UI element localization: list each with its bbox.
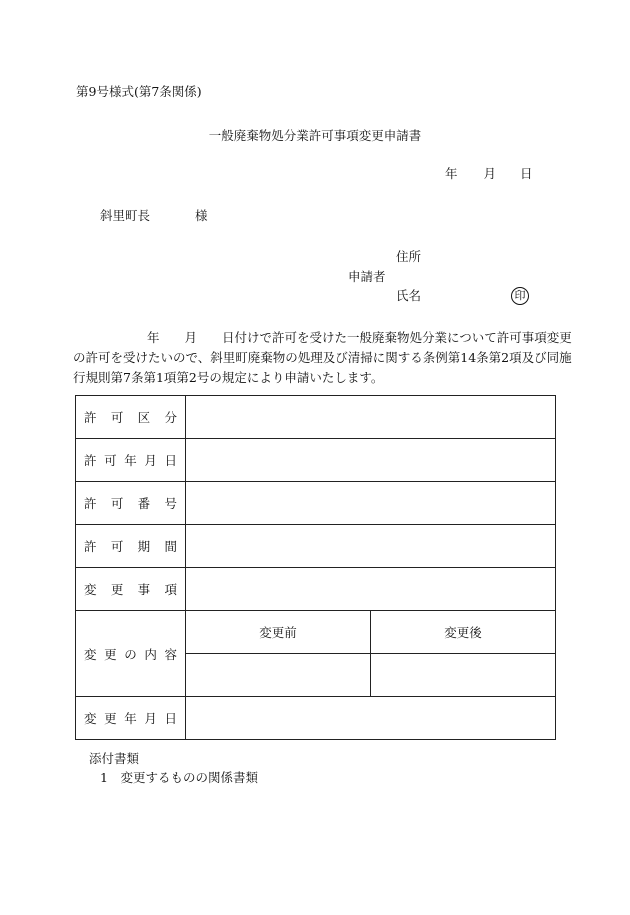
before-change-header: 変更前 bbox=[186, 611, 371, 654]
table-row bbox=[76, 697, 556, 740]
row-label-permit-category: 許 可 区 分 bbox=[76, 396, 186, 439]
table-row bbox=[76, 439, 556, 482]
row-label-permit-period: 許 可 期 間 bbox=[76, 525, 186, 568]
application-body bbox=[73, 328, 572, 388]
row-label-change-date: 変 更 年 月 日 bbox=[76, 697, 186, 740]
change-date-field[interactable] bbox=[186, 697, 556, 740]
attachments-title: 添付書類 bbox=[89, 751, 140, 766]
date-month: 月 bbox=[483, 166, 497, 181]
attachment-item: 1 変更するものの関係書類 bbox=[100, 770, 258, 785]
addressee-honorific: 様 bbox=[195, 208, 208, 223]
row-label-change-item: 変 更 事 項 bbox=[76, 568, 186, 611]
table-row bbox=[76, 525, 556, 568]
seal-icon: 印 bbox=[511, 287, 529, 305]
permit-info-table bbox=[75, 395, 556, 740]
table-row bbox=[76, 482, 556, 525]
applicant-name-label: 氏名 bbox=[396, 288, 422, 303]
addressee-name: 斜里町長 bbox=[100, 208, 151, 223]
body-line: の許可を受けたいので、斜里町廃棄物の処理及び清掃に関する条例第14条第2項及び同施 bbox=[73, 350, 572, 365]
before-change-field[interactable] bbox=[186, 654, 371, 697]
change-item-field[interactable] bbox=[186, 568, 556, 611]
row-label-change-content: 変 更 の 内 容 bbox=[76, 611, 186, 697]
after-change-field[interactable] bbox=[371, 654, 556, 697]
applicant-label: 申請者 bbox=[348, 269, 386, 284]
applicant-address-label: 住所 bbox=[396, 249, 422, 264]
row-label-permit-number: 許 可 番 号 bbox=[76, 482, 186, 525]
permit-category-field[interactable] bbox=[186, 396, 556, 439]
after-change-header: 変更後 bbox=[371, 611, 556, 654]
table-row bbox=[76, 396, 556, 439]
date-day: 日 bbox=[520, 166, 533, 181]
form-number: 第9号様式(第7条関係) bbox=[76, 84, 202, 99]
body-line: 年 月 日付けで許可を受けた一般廃棄物処分業について許可事項変更 bbox=[147, 330, 572, 345]
body-line: 行規則第7条第1項第2号の規定により申請いたします。 bbox=[73, 370, 384, 385]
document-title: 一般廃棄物処分業許可事項変更申請書 bbox=[208, 128, 422, 143]
row-label-permit-date: 許 可 年 月 日 bbox=[76, 439, 186, 482]
date-year: 年 bbox=[445, 166, 458, 181]
permit-number-field[interactable] bbox=[186, 482, 556, 525]
permit-period-field[interactable] bbox=[186, 525, 556, 568]
permit-date-field[interactable] bbox=[186, 439, 556, 482]
table-row bbox=[76, 568, 556, 611]
application-date bbox=[445, 168, 533, 181]
table-row bbox=[76, 611, 556, 654]
